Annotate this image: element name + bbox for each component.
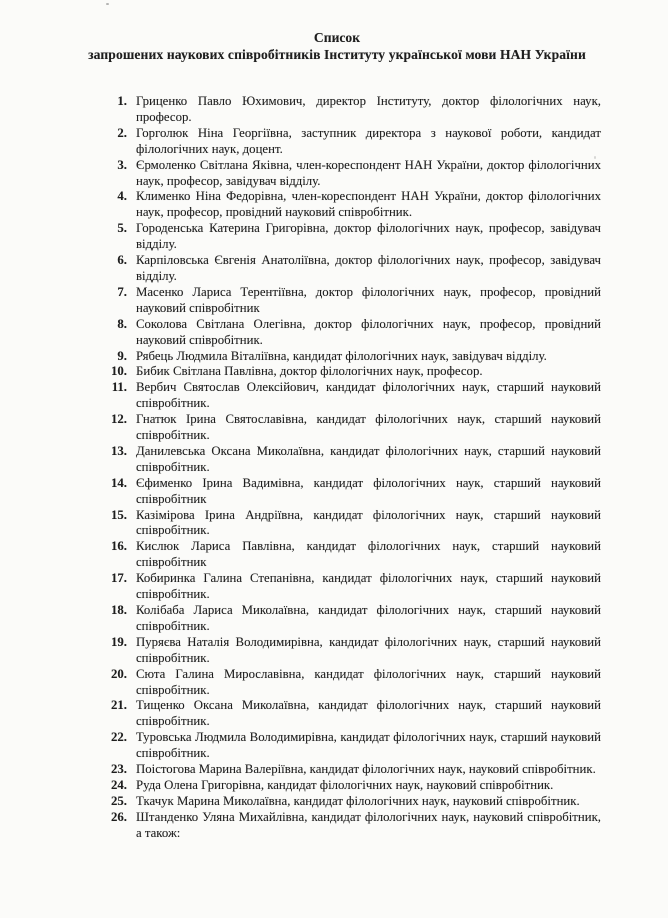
item-text: Соколова Світлана Олегівна, доктор філологічних наук, професор, провідний науковий співробітник. [136, 316, 601, 347]
item-number: 11. [111, 380, 127, 395]
item-number: 20. [111, 666, 127, 681]
item-text: Вербич Святослав Олексійович, кандидат філологічних наук, старший науковий співробітник. [136, 380, 601, 411]
item-number: 15. [111, 507, 127, 522]
item-number: 24. [111, 777, 127, 792]
list-item [101, 444, 601, 476]
item-text: Руда Олена Григорівна, кандидат філологічних наук, науковий співробітник. [136, 777, 554, 792]
list-item [101, 571, 601, 603]
item-number: 22. [111, 730, 127, 745]
item-number: 1. [117, 94, 127, 108]
list-item [101, 189, 601, 221]
list-item [101, 364, 601, 380]
list-item [101, 94, 601, 126]
item-number: 4. [117, 189, 127, 204]
item-text: Кислюк Лариса Павлівна, кандидат філологічних наук, старший науковий співробітник [136, 539, 601, 570]
item-number: 9. [117, 348, 127, 363]
item-text: Туровська Людмила Володимирівна, кандидат філологічних наук, старший науковий співробітник. [136, 730, 601, 761]
item-number: 5. [117, 221, 127, 236]
item-text: Карпіловська Євгенія Анатоліївна, доктор філологічних наук, професор, завідувач відділу. [136, 253, 601, 283]
item-text: Кобиринка Галина Степанівна, кандидат філологічних наук, старший науковий співробітник. [136, 571, 601, 602]
list-item [101, 126, 601, 158]
item-text: Данилевська Оксана Миколаївна, кандидат філологічних наук, старший науковий співробітник. [136, 443, 601, 474]
item-number: 13. [111, 443, 127, 458]
list-item [101, 539, 601, 571]
item-text: Ткачук Марина Миколаївна, кандидат філологічних наук, науковий співробітник. [136, 793, 580, 808]
item-number: 10. [111, 364, 127, 379]
list-item [101, 158, 601, 190]
item-text: Клименко Ніна Федорівна, член-кореспондент НАН України, доктор філологічних наук, професор, провідний науковий співробітник. [136, 189, 601, 220]
item-text: Бибик Світлана Павлівна, доктор філологічних наук, професор. [136, 364, 483, 379]
item-text: Єрмоленко Світлана Яківна, член-кореспондент НАН України, доктор філологічних наук, професор, завідувач відділу. [136, 157, 601, 188]
list-item [101, 762, 601, 778]
item-number: 6. [117, 253, 127, 268]
list-item [101, 380, 601, 412]
item-number: 17. [111, 571, 127, 586]
list-item [101, 794, 601, 810]
list-item [101, 221, 601, 253]
list-item [101, 730, 601, 762]
document-title: Список [313, 30, 361, 45]
list-item [101, 778, 601, 794]
item-text: Горголюк Ніна Георгіївна, заступник директора з наукової роботи, кандидат філологічних наук, доцент. [136, 125, 601, 156]
item-number: 14. [111, 475, 127, 490]
item-number: 18. [111, 603, 127, 617]
list-item [101, 285, 601, 317]
item-number: 23. [111, 762, 127, 777]
item-text: Рябець Людмила Віталіївна, кандидат філологічних наук, завідувач відділу. [136, 348, 547, 363]
item-text: Казімірова Ірина Андріївна, кандидат філологічних наук, старший науковий співробітник. [136, 507, 601, 538]
item-text: Пуряєва Наталія Володимирівна, кандидат філологічних наук, старший науковий співробітник. [136, 634, 601, 665]
item-text: Городенська Катерина Григорівна, доктор філологічних наук, професор, завідувач відділу. [136, 221, 601, 252]
list-item [101, 603, 601, 635]
item-text: Масенко Лариса Терентіївна, доктор філологічних наук, професор, провідний науковий співробітник [136, 284, 601, 315]
item-number: 3. [117, 157, 127, 172]
staff-list [101, 94, 601, 842]
list-item [101, 810, 601, 842]
item-text: Єфименко Ірина Вадимівна, кандидат філологічних наук, старший науковий співробітник [136, 475, 601, 506]
item-number: 8. [117, 316, 127, 331]
list-item [101, 698, 601, 730]
item-number: 7. [117, 284, 127, 299]
item-number: 25. [111, 793, 127, 808]
item-text: Гриценко Павло Юхимович, директор Інституту, доктор філологічних наук, професор. [136, 94, 601, 124]
item-text: Поістогова Марина Валеріївна, кандидат філологічних наук, науковий співробітник. [136, 762, 596, 777]
item-text: Колібаба Лариса Миколаївна, кандидат філологічних наук, старший науковий співробітник. [136, 603, 601, 633]
item-text: Тищенко Оксана Миколаївна, кандидат філологічних наук, старший науковий співробітник. [136, 698, 601, 729]
list-item [101, 508, 601, 540]
item-number: 2. [117, 125, 127, 140]
item-number: 21. [111, 698, 127, 713]
item-text: Штанденко Уляна Михайлівна, кандидат філологічних наук, науковий співробітник, а також: [136, 809, 601, 840]
document-header [14, 29, 660, 63]
list-item [101, 253, 601, 285]
list-item [101, 412, 601, 444]
item-text: Гнатюк Ірина Святославівна, кандидат філологічних наук, старший науковий співробітник. [136, 412, 601, 443]
item-number: 26. [111, 809, 127, 824]
list-item [101, 667, 601, 699]
item-number: 16. [111, 539, 127, 554]
item-text: Сюта Галина Мирославівна, кандидат філологічних наук, старший науковий співробітник. [136, 666, 601, 697]
item-number: 19. [111, 634, 127, 649]
list-item [101, 317, 601, 349]
item-number: 12. [111, 412, 127, 427]
scan-speck [106, 3, 109, 5]
list-item [101, 635, 601, 667]
document-subtitle: запрошених наукових співробітників Інституту української мови НАН України [88, 47, 586, 62]
list-item [101, 476, 601, 508]
list-item [101, 349, 601, 365]
